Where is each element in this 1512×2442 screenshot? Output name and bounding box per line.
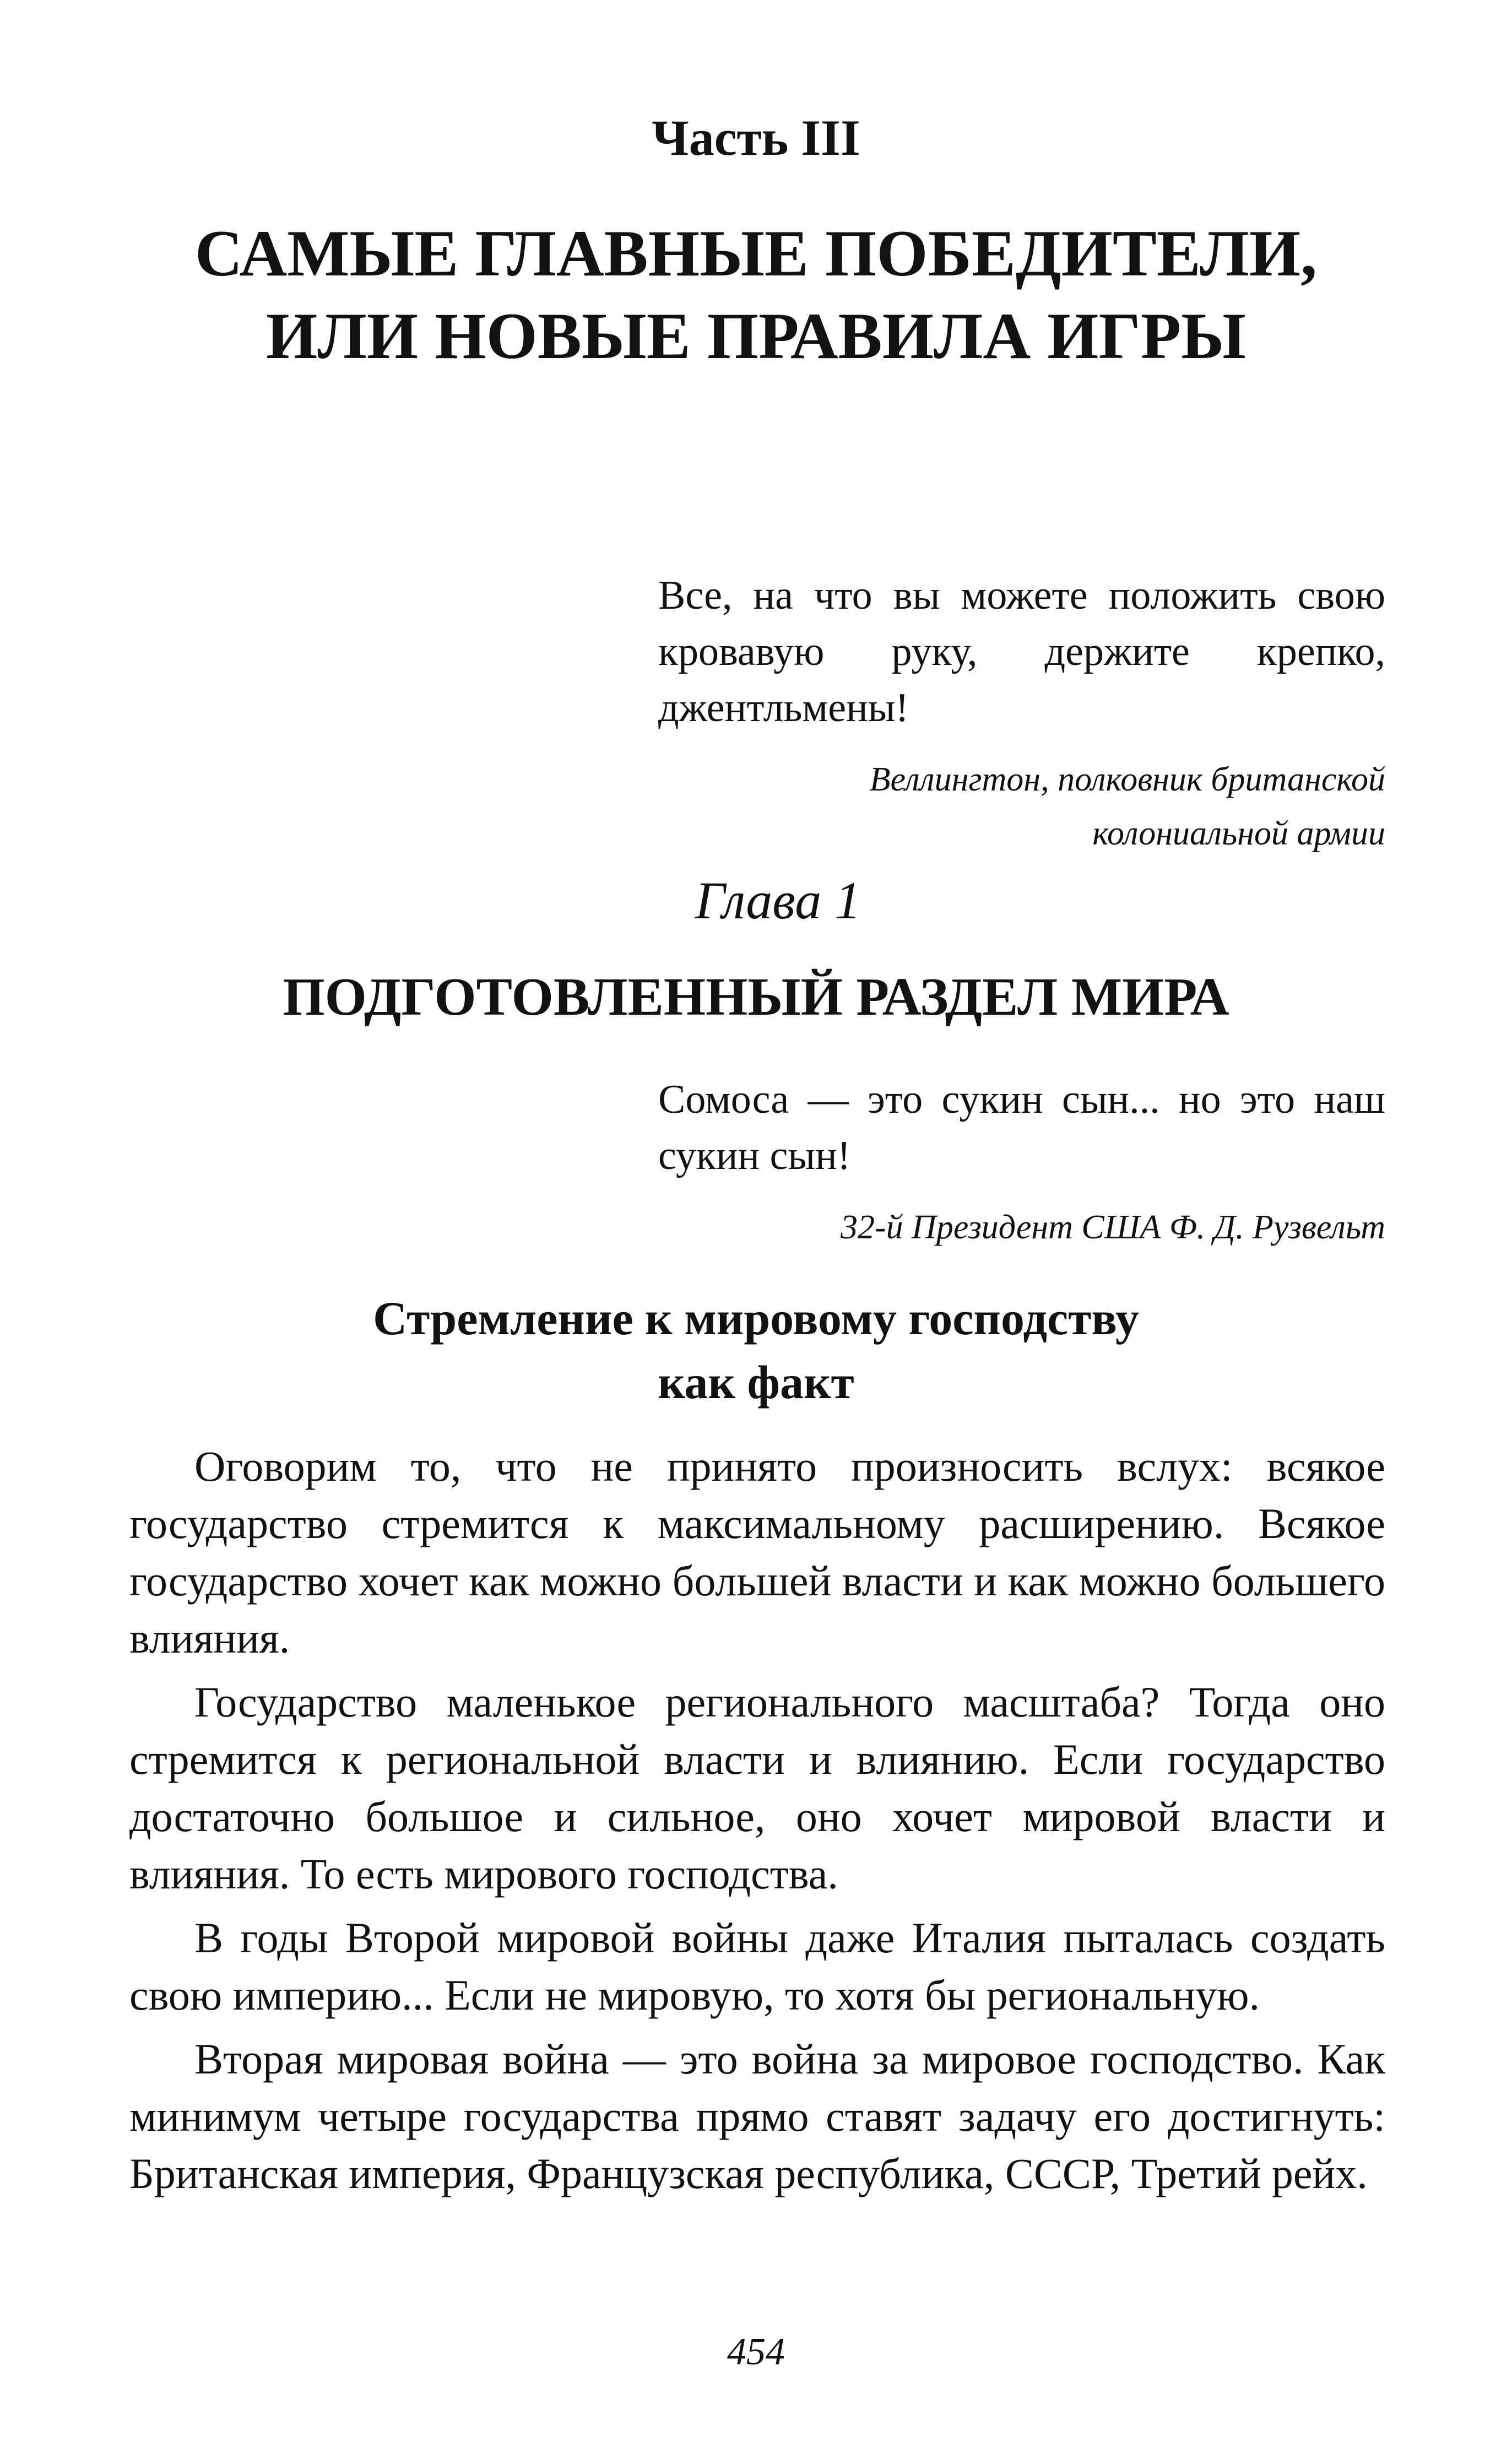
part-label: Часть III <box>652 110 860 166</box>
part-epigraph-author-line: колониальной армии <box>1092 815 1385 852</box>
chapter-label: Глава 1 <box>695 871 861 930</box>
part-title-line: ИЛИ НОВЫЕ ПРАВИЛА ИГРЫ <box>266 299 1246 372</box>
body-text <box>129 1438 1385 2209</box>
paragraph: Оговорим то, что не принято произносить вслух: всякое государство стремится к максимальному расширению. Всякое государство хочет как можно большей власти и как можно большего влияния. <box>129 1442 1385 1662</box>
paragraph: В годы Второй мировой войны даже Италия пыталась создать свою империю... Если не мировую, то хотя бы региональную. <box>129 1914 1385 2019</box>
chapter-epigraph-author <box>658 1200 1385 1254</box>
chapter-epigraph <box>658 1071 1385 1254</box>
section-title <box>0 1286 1512 1414</box>
part-epigraph <box>658 567 1385 860</box>
page-number: 454 <box>727 2331 785 2373</box>
part-epigraph-author-line: Веллингтон, полковник британской <box>869 761 1385 798</box>
section-title-line: Стремление к мировому господству <box>373 1292 1139 1345</box>
part-title-line: САМЫЕ ГЛАВНЫЕ ПОБЕДИТЕЛИ, <box>194 216 1318 290</box>
chapter-epigraph-author-line: 32-й Президент США Ф. Д. Рузвельт <box>840 1209 1385 1246</box>
chapter-title: ПОДГОТОВЛЕННЫЙ РАЗДЕЛ МИРА <box>283 967 1229 1027</box>
section-title-line: как факт <box>658 1356 854 1409</box>
part-epigraph-text: Все, на что вы можете положить свою кровавую руку, держите крепко, джентльмены! <box>658 573 1385 730</box>
chapter-epigraph-text: Сомоса — это сукин сын... но это наш сукин сын! <box>658 1077 1385 1178</box>
part-title <box>0 212 1512 377</box>
part-epigraph-author <box>658 752 1385 860</box>
paragraph: Государство маленькое регионального масштаба? Тогда оно стремится к региональной власти и влиянию. Если государство достаточно большое и сильное, оно хочет мировой власти и влияния. То есть мирового господства. <box>129 1678 1385 1898</box>
paragraph: Вторая мировая война — это война за мировое господство. Как минимум четыре государства прямо ставят задачу его достигнуть: Британская империя, Французская республика, СССР, Третий рейх. <box>129 2035 1385 2197</box>
